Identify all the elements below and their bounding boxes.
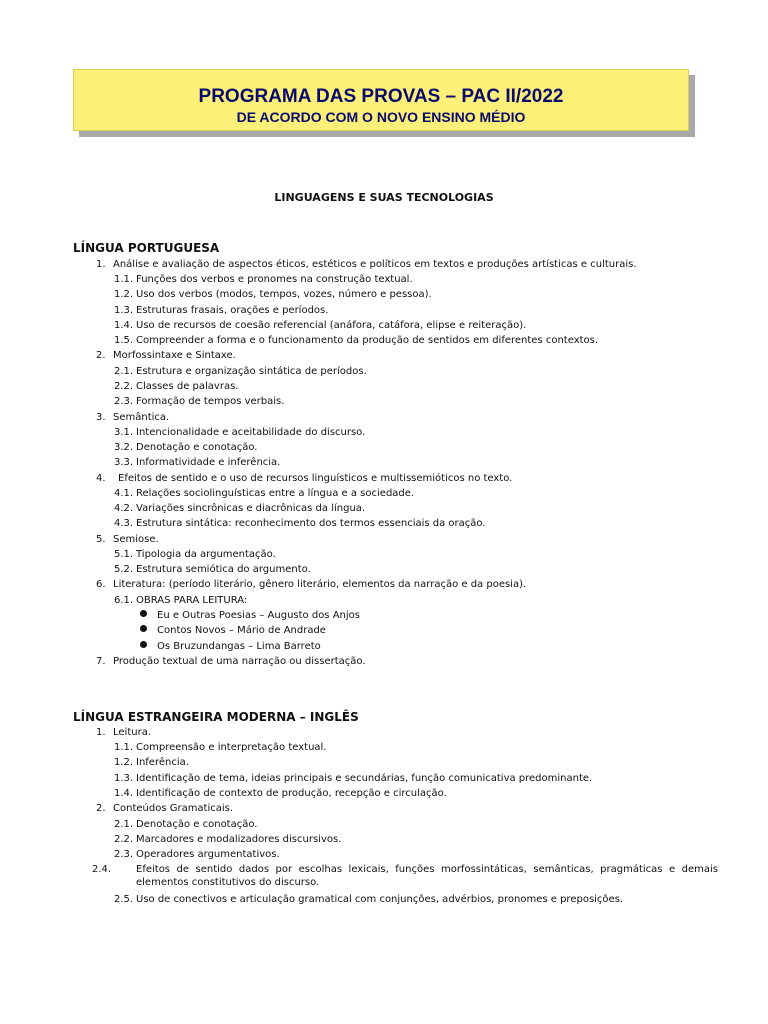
list-item: 2.3. Operadores argumentativos.	[114, 849, 280, 860]
bullet-icon	[140, 641, 147, 648]
page-subtitle: DE ACORDO COM O NOVO ENSINO MÉDIO	[236, 109, 526, 125]
list-item: 1.2. Inferência.	[114, 757, 189, 768]
section-title-english: LÍNGUA ESTRANGEIRA MODERNA – INGLÊS	[73, 710, 359, 724]
list-item: 2.1. Estrutura e organização sintática de períodos.	[114, 366, 367, 377]
list-item: 6. Literatura: (período literário, gênero literário, elementos da narração e da poesia).	[96, 579, 527, 590]
page-title: PROGRAMA DAS PROVAS – PAC II/2022	[198, 86, 564, 107]
list-item: 4. Efeitos de sentido e o uso de recursos linguísticos e multissemióticos no texto.	[96, 473, 513, 484]
list-item: 1.3. Identificação de tema, ideias principais e secundárias, função comunicativa predominante.	[114, 773, 593, 784]
list-item: 2.1. Denotação e conotação.	[114, 819, 258, 830]
list-item: 1.4. Identificação de contexto de produção, recepção e circulação.	[114, 788, 447, 799]
reading-item: Eu e Outras Poesias – Augusto dos Anjos	[140, 609, 360, 622]
list-item: 2.3. Formação de tempos verbais.	[114, 396, 285, 407]
list-item: 1.5. Compreender a forma e o funcionamento da produção de sentidos em diferentes contextos.	[114, 335, 599, 346]
list-item: 4.3. Estrutura sintática: reconhecimento dos termos essenciais da oração.	[114, 518, 486, 529]
list-item: 3.2. Denotação e conotação.	[114, 442, 258, 453]
list-item: 6.1. OBRAS PARA LEITURA:	[114, 595, 248, 606]
reading-item: Contos Novos – Mário de Andrade	[140, 624, 326, 637]
list-item: 2. Conteúdos Gramaticais.	[96, 803, 234, 814]
bullet-icon	[140, 625, 147, 632]
header-banner	[73, 69, 689, 131]
list-item: 5.2. Estrutura semiótica do argumento.	[114, 564, 311, 575]
list-item: 5.1. Tipologia da argumentação.	[114, 549, 276, 560]
reading-item: Os Bruzundangas – Lima Barreto	[140, 640, 321, 653]
list-item: 1.1. Compreensão e interpretação textual.	[114, 742, 327, 753]
list-item: 2.2. Marcadores e modalizadores discursivos.	[114, 834, 342, 845]
list-item: 1. Análise e avaliação de aspectos éticos, estéticos e políticos em textos e produções artísticas e culturais.	[96, 259, 637, 270]
section-title-portuguese: LÍNGUA PORTUGUESA	[73, 241, 220, 255]
list-item: 2.5. Uso de conectivos e articulação gramatical com conjunções, advérbios, pronomes e preposições.	[114, 894, 624, 905]
list-item: 3.3. Informatividade e inferência.	[114, 457, 281, 468]
list-item: 2.4. Efeitos de sentido dados por escolhas lexicais, funções morfossintáticas, semânticas, pragmáticas e demais elementos constitutivos do discurso.	[92, 864, 718, 888]
list-item: 7. Produção textual de uma narração ou dissertação.	[96, 656, 366, 667]
area-title: LINGUAGENS E SUAS TECNOLOGIAS	[274, 191, 494, 204]
bullet-icon	[140, 610, 147, 617]
list-item: 1.4. Uso de recursos de coesão referencial (anáfora, catáfora, elipse e reiteração).	[114, 320, 527, 331]
list-item: 1.1. Funções dos verbos e pronomes na construção textual.	[114, 274, 413, 285]
list-item: 2. Morfossintaxe e Sintaxe.	[96, 350, 236, 361]
list-item: 5. Semiose.	[96, 534, 159, 545]
list-item: 2.2. Classes de palavras.	[114, 381, 239, 392]
list-item: 3. Semântica.	[96, 412, 170, 423]
list-item: 1.2. Uso dos verbos (modos, tempos, vozes, número e pessoa).	[114, 289, 432, 300]
list-item: 4.1. Relações sociolinguísticas entre a língua e a sociedade.	[114, 488, 415, 499]
list-item: 1.3. Estruturas frasais, orações e períodos.	[114, 305, 329, 316]
list-item: 3.1. Intencionalidade e aceitabilidade do discurso.	[114, 427, 366, 438]
list-item: 4.2. Variações sincrônicas e diacrônicas da língua.	[114, 503, 366, 514]
list-item: 1. Leitura.	[96, 727, 152, 738]
